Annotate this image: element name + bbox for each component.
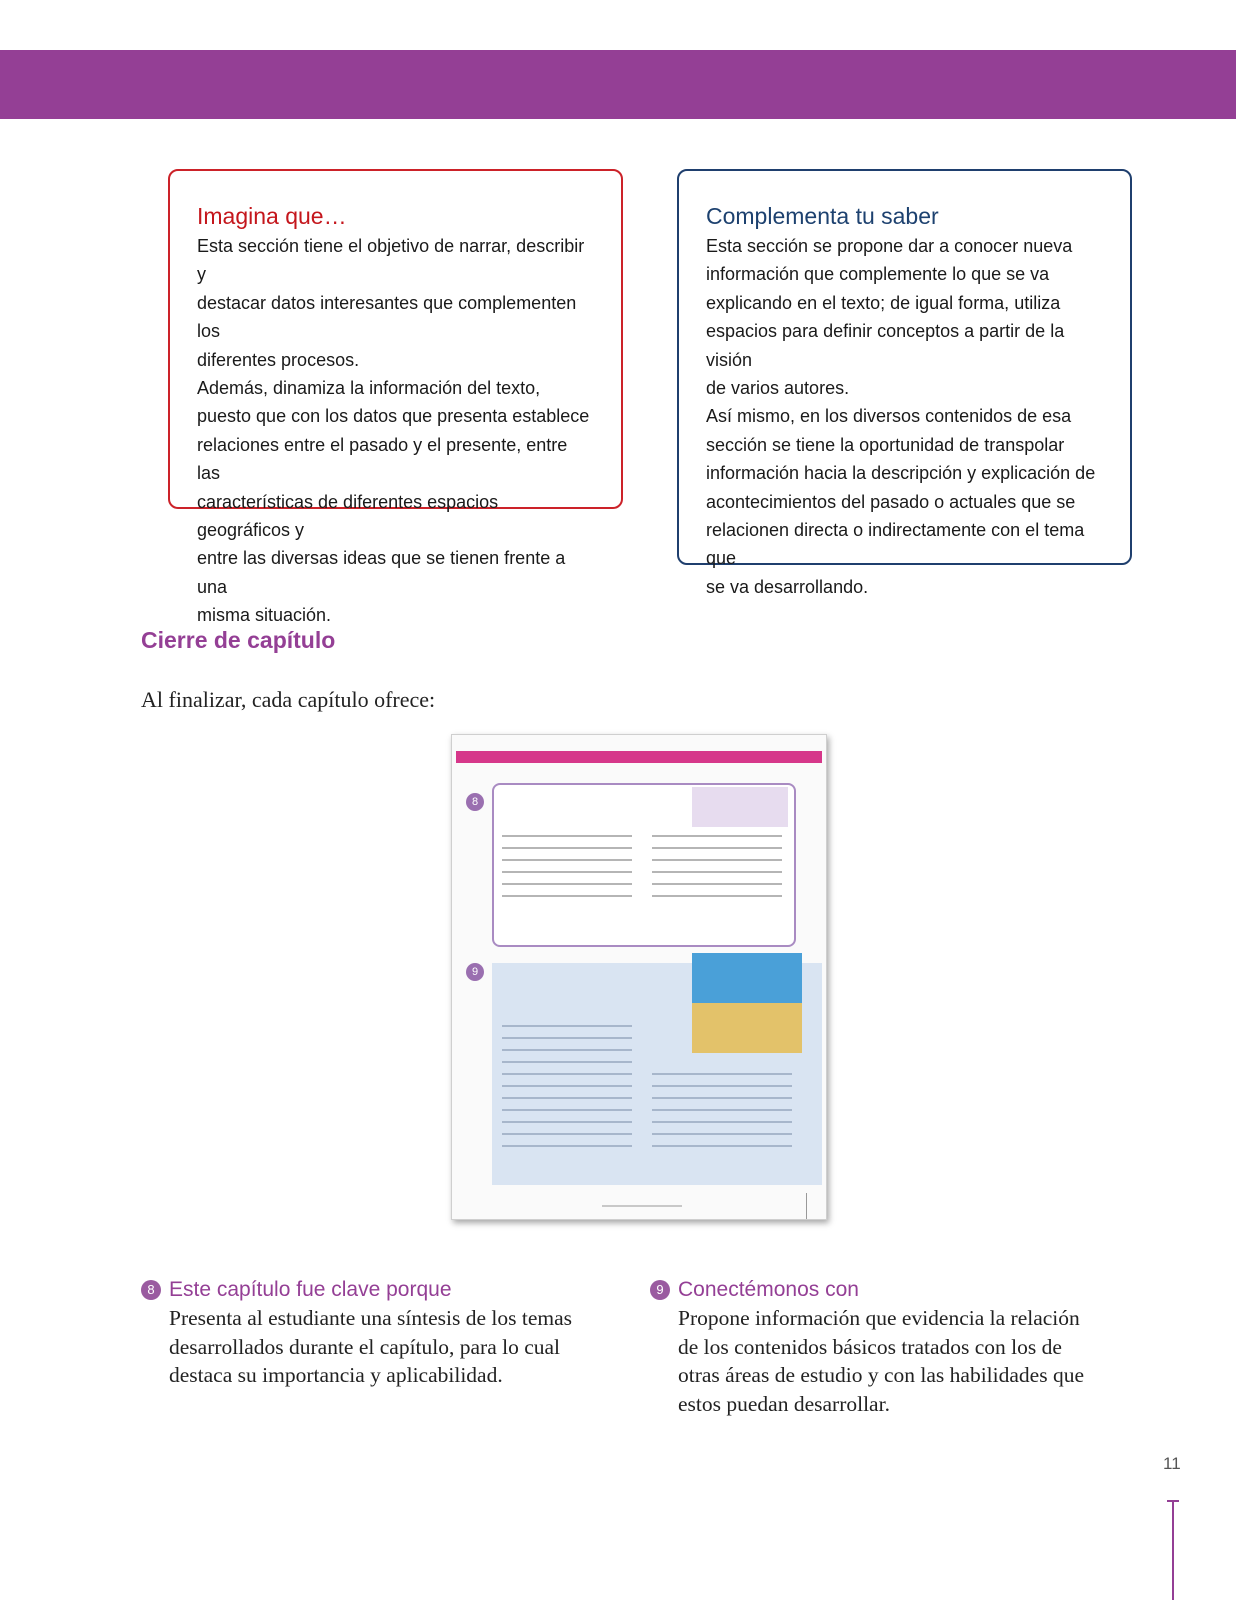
thumbnail-number-9: 9: [466, 963, 484, 981]
thumbnail-text-line: [652, 1121, 792, 1123]
thumbnail-text-line: [652, 1085, 792, 1087]
thumbnail-text-line: [502, 1145, 632, 1147]
thumbnail-text-line: [652, 883, 782, 885]
thumbnail-text-line: [652, 1097, 792, 1099]
thumbnail-text-line: [502, 1073, 632, 1075]
section-title: Cierre de capítulo: [141, 627, 336, 653]
item-description: Presenta al estudiante una síntesis de los temas desarrollados durante el capítulo, para lo cual destaca su importancia y aplicabilidad.: [169, 1306, 573, 1388]
item-title: Conectémonos con: [678, 1278, 859, 1301]
thumbnail-text-line: [652, 1109, 792, 1111]
thumbnail-page-rule: [806, 1193, 807, 1219]
thumbnail-text-line: [502, 1133, 632, 1135]
thumbnail-text-line: [502, 847, 632, 849]
complementa-tu-saber-text: Esta sección se propone dar a conocer nueva información que complemente lo que se va explicando en el texto; de igual forma, utiliza espacios para definir conceptos a partir de la visión de varios autores. Así mismo, en los diversos contenidos de esa sección se tiene la oportunidad de transpolar información hacia la descripción y explicación de acontecimientos del pasado o actuales que se relacionen directa o indirectamente con el tema que se va desarrollando.: [706, 236, 1096, 597]
thumbnail-clave-title-area: [692, 787, 788, 827]
thumbnail-text-line: [502, 835, 632, 837]
chapter-page-thumbnail: [451, 734, 827, 1220]
thumbnail-text-line: [502, 1037, 632, 1039]
item-title: Este capítulo fue clave porque: [169, 1278, 452, 1301]
item-clave: [141, 1278, 601, 1390]
thumbnail-illustration-ground: [692, 1003, 802, 1053]
intro-text: Al finalizar, cada capítulo ofrece:: [141, 687, 436, 712]
number-badge: 9: [650, 1280, 670, 1300]
thumbnail-text-line: [502, 1097, 632, 1099]
thumbnail-text-line: [652, 895, 782, 897]
thumbnail-text-line: [502, 859, 632, 861]
thumbnail-text-line: [502, 883, 632, 885]
thumbnail-header-bar: [456, 751, 822, 763]
imagina-que-text: Esta sección tiene el objetivo de narrar, describir y destacar datos interesantes que complementen los diferentes procesos. Además, dinamiza la información del texto, puesto que con los datos que presenta establece relaciones entre el pasado y el presente, entre las características de diferentes espacios geográficos y entre las diversas ideas que se tienen frente a una misma situación.: [197, 236, 590, 626]
number-badge: 8: [141, 1280, 161, 1300]
complementa-tu-saber-box: [677, 169, 1132, 597]
thumbnail-text-line: [652, 1145, 792, 1147]
imagina-que-box: [168, 169, 623, 626]
imagina-que-title: Imagina que…: [197, 203, 347, 229]
thumbnail-text-line: [502, 1025, 632, 1027]
thumbnail-text-line: [652, 871, 782, 873]
header-band: [0, 50, 1236, 119]
complementa-tu-saber-title: Complementa tu saber: [706, 203, 939, 229]
page-number: 11: [1163, 1454, 1181, 1473]
thumbnail-text-line: [502, 871, 632, 873]
thumbnail-text-line: [652, 1133, 792, 1135]
thumbnail-text-line: [502, 1121, 632, 1123]
thumbnail-footer: [602, 1205, 682, 1207]
thumbnail-text-line: [652, 847, 782, 849]
thumbnail-text-line: [502, 1061, 632, 1063]
thumbnail-text-line: [502, 1049, 632, 1051]
thumbnail-text-line: [502, 1109, 632, 1111]
thumbnail-text-line: [652, 835, 782, 837]
thumbnail-text-line: [652, 859, 782, 861]
page-rule: [1172, 1500, 1174, 1600]
thumbnail-text-line: [652, 1073, 792, 1075]
thumbnail-text-line: [502, 1085, 632, 1087]
thumbnail-text-line: [502, 895, 632, 897]
item-description: Propone información que evidencia la relación de los contenidos básicos tratados con los de otras áreas de estudio y con las habilidades que estos puedan desarrollar.: [678, 1306, 1084, 1416]
thumbnail-number-8: 8: [466, 793, 484, 811]
item-conectemonos: [650, 1278, 1110, 1418]
